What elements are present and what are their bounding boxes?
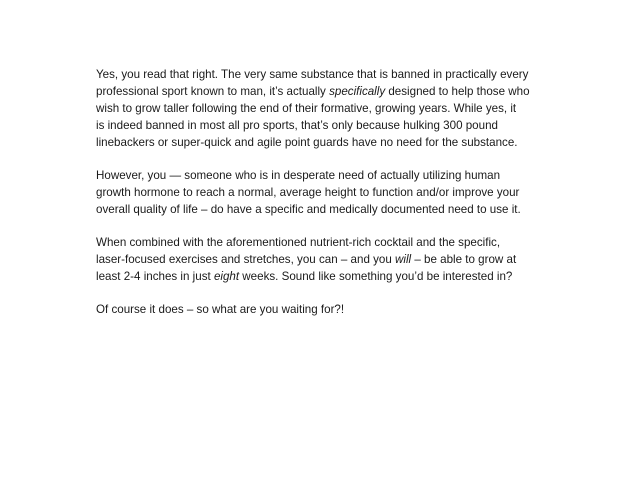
text-run: weeks. Sound like something you’d be interested in? <box>239 270 513 283</box>
text-run: Of course it does – so what are you waiting for?! <box>96 303 345 316</box>
text-run: However, you — someone who is in desperate need of actually utilizing human <box>96 169 501 182</box>
text-run: least 2-4 inches in just <box>96 270 214 283</box>
text-line <box>96 66 552 83</box>
text-line <box>96 134 552 151</box>
text-line <box>96 251 552 268</box>
text-line <box>96 301 552 318</box>
text-line <box>96 201 552 218</box>
text-line <box>96 234 552 251</box>
paragraph-3 <box>96 234 552 285</box>
document-body <box>96 66 552 334</box>
text-line <box>96 117 552 134</box>
text-run: – be able to grow at <box>411 253 517 266</box>
text-run: linebackers or super-quick and agile point guards have no need for the substance. <box>96 136 518 149</box>
paragraph-1 <box>96 66 552 151</box>
text-run: is indeed banned in most all pro sports, that’s only because hulking 300 pound <box>96 119 498 132</box>
text-line <box>96 167 552 184</box>
text-run: When combined with the aforementioned nutrient-rich cocktail and the specific, <box>96 236 501 249</box>
text-line <box>96 83 552 100</box>
paragraph-2 <box>96 167 552 218</box>
italic-text-run: eight <box>213 270 240 283</box>
italic-text-run: will <box>395 253 412 266</box>
text-line <box>96 268 552 285</box>
italic-text-run: specifically <box>329 85 386 98</box>
text-run: professional sport known to man, it’s actually <box>96 85 330 98</box>
text-run: laser-focused exercises and stretches, you can – and you <box>96 253 396 266</box>
text-line <box>96 184 552 201</box>
text-line <box>96 100 552 117</box>
paragraph-4 <box>96 301 552 318</box>
text-run: overall quality of life – do have a specific and medically documented need to use it. <box>96 203 521 216</box>
text-run: wish to grow taller following the end of their formative, growing years. While yes, it <box>96 102 517 115</box>
text-run: growth hormone to reach a normal, average height to function and/or improve your <box>96 186 520 199</box>
text-run: Yes, you read that right. The very same substance that is banned in practically every <box>96 68 529 81</box>
text-run: designed to help those who <box>385 85 530 98</box>
